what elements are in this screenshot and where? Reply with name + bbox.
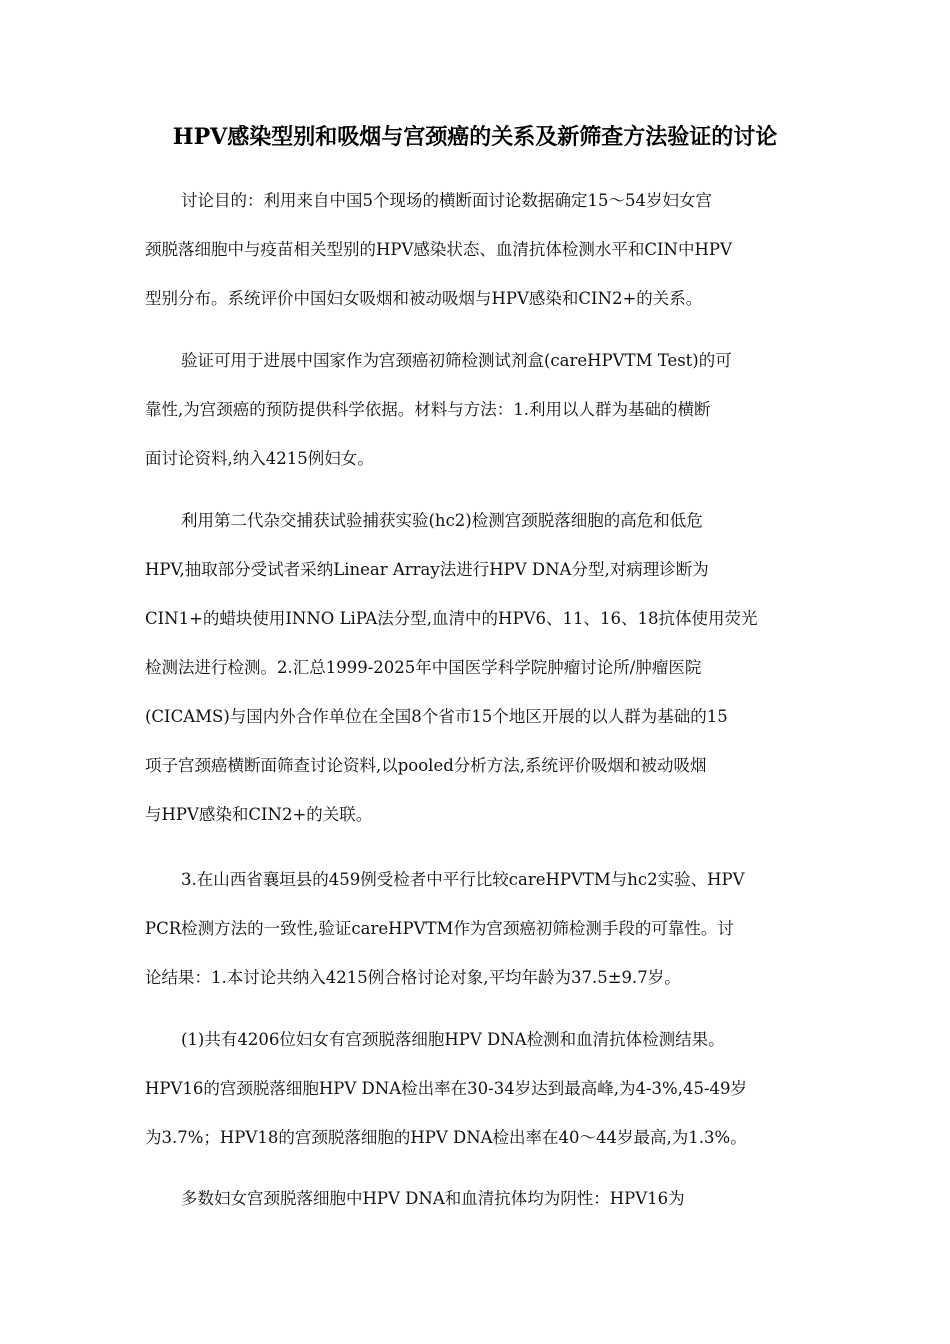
text-line: 型别分布。系统评价中国妇女吸烟和被动吸烟与HPV感染和CIN2+的关系。	[145, 289, 703, 308]
paragraph-validation	[145, 336, 815, 483]
text-line: (1)共有4206位妇女有宫颈脱落细胞HPV DNA检测和血清抗体检测结果。	[181, 1030, 725, 1049]
text-line: 利用第二代杂交捕获试验捕获实验(hc2)检测宫颈脱落细胞的高危和低危	[181, 511, 703, 530]
text-line: 讨论目的：利用来自中国5个现场的横断面讨论数据确定15～54岁妇女宫	[181, 191, 712, 210]
text-line: 验证可用于进展中国家作为宫颈癌初筛检测试剂盒(careHPVTM Test)的可	[181, 351, 732, 370]
text-line: 与HPV感染和CIN2+的关联。	[145, 805, 373, 824]
paragraph-methods	[145, 496, 815, 839]
document-title: HPV感染型别和吸烟与宫颈癌的关系及新筛查方法验证的讨论	[172, 124, 778, 150]
text-line: 颈脱落细胞中与疫苗相关型别的HPV感染状态、血清抗体检测水平和CIN中HPV	[145, 240, 732, 259]
text-line: 面讨论资料,纳入4215例妇女。	[145, 449, 374, 468]
paragraph-purpose	[145, 176, 815, 323]
text-line: HPV,抽取部分受试者采纳Linear Array法进行HPV DNA分型,对病理诊断为	[145, 560, 709, 579]
text-line: 项子宫颈癌横断面筛查讨论资料,以pooled分析方法,系统评价吸烟和被动吸烟	[145, 756, 707, 775]
text-line: 靠性,为宫颈癌的预防提供科学依据。材料与方法：1.利用以人群为基础的横断	[145, 400, 711, 419]
paragraph-comparison	[145, 855, 815, 1002]
paragraph-results	[145, 1015, 815, 1162]
text-line: PCR检测方法的一致性,验证careHPVTM作为宫颈癌初筛检测手段的可靠性。讨	[145, 919, 734, 938]
text-line: 检测法进行检测。2.汇总1999-2025年中国医学科学院肿瘤讨论所/肿瘤医院	[145, 658, 702, 677]
text-line: 为3.7%；HPV18的宫颈脱落细胞的HPV DNA检出率在40～44岁最高,为1.3%。	[145, 1128, 747, 1147]
text-line: (CICAMS)与国内外合作单位在全国8个省市15个地区开展的以人群为基础的15	[145, 707, 728, 726]
text-line: 论结果：1.本讨论共纳入4215例合格讨论对象,平均年龄为37.5±9.7岁。	[145, 968, 681, 987]
text-line: 多数妇女宫颈脱落细胞中HPV DNA和血清抗体均为阴性：HPV16为	[181, 1189, 685, 1208]
text-line: HPV16的宫颈脱落细胞HPV DNA检出率在30-34岁达到最高峰,为4-3%,45-49岁	[145, 1079, 748, 1098]
text-line: 3.在山西省襄垣县的459例受检者中平行比较careHPVTM与hc2实验、HPV	[181, 870, 745, 889]
paragraph-antibody	[145, 1174, 815, 1223]
text-line: CIN1+的蜡块使用INNO LiPA法分型,血清中的HPV6、11、16、18抗体使用荧光	[145, 609, 758, 628]
